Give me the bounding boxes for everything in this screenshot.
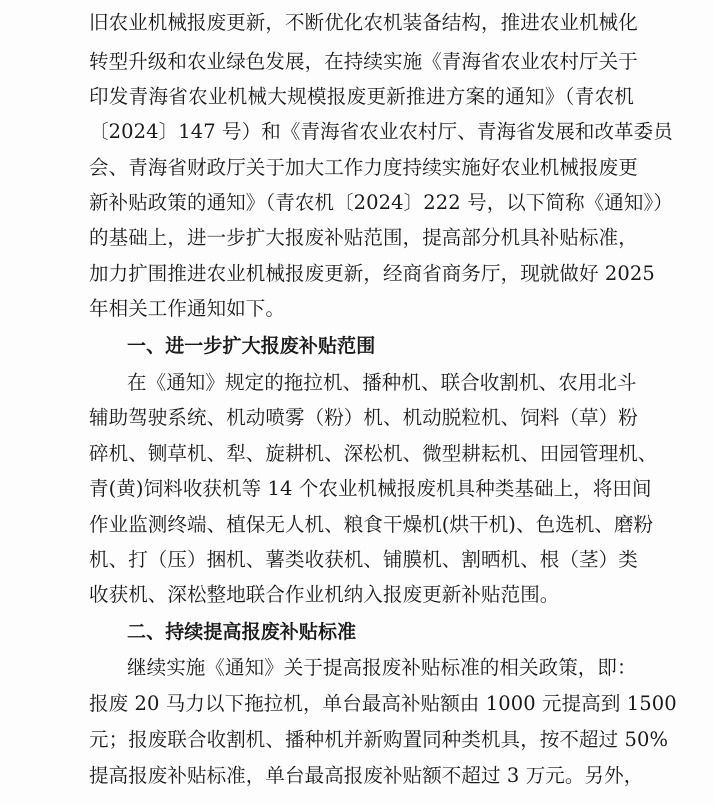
paragraph-line: 〔2024〕147 号）和《青海省农业农村厅、青海省发展和改革委员 bbox=[89, 120, 673, 143]
paragraph-line: 收获机、深松整地联合作业机纳入报废更新补贴范围。 bbox=[89, 583, 560, 606]
paragraph-line: 年相关工作通知如下。 bbox=[89, 297, 286, 320]
paragraph-line: 辅助驾驶系统、机动喷雾（粉）机、机动脱粒机、饲料（草）粉 bbox=[89, 406, 638, 429]
paragraph-line: 碎机、铡草机、犁、旋耕机、深松机、微型耕耘机、田园管理机、 bbox=[89, 442, 658, 465]
paragraph-line: 机、打（压）捆机、薯类收获机、铺膜机、割晒机、根（茎）类 bbox=[89, 548, 638, 571]
paragraph-line: 印发青海省农业机械大规模报废更新推进方案的通知》（青农机 bbox=[89, 85, 634, 108]
paragraph-line: 继续实施《通知》关于提高报废补贴标准的相关政策，即： bbox=[127, 656, 637, 679]
paragraph-line: 在《通知》规定的拖拉机、播种机、联合收割机、农用北斗 bbox=[127, 371, 637, 394]
paragraph-line: 转型升级和农业绿色发展，在持续实施《青海省农业农村厅关于 bbox=[89, 50, 638, 73]
section-heading-1: 一、进一步扩大报废补贴范围 bbox=[127, 335, 376, 357]
paragraph-line: 旧农业机械报废更新，不断优化农机装备结构，推进农业机械化 bbox=[89, 11, 638, 34]
paragraph-line: 的基础上，进一步扩大报废补贴范围，提高部分机具补贴标准， bbox=[89, 226, 638, 249]
paragraph-line: 提高报废补贴标准，单台最高报废补贴额不超过 3 万元。另外， bbox=[89, 764, 644, 787]
paragraph-line: 青(黄)饲料收获机等 14 个农业机械报废机具种类基础上，将田间 bbox=[89, 477, 652, 500]
paragraph-line: 加力扩围推进农业机械报废更新，经商省商务厅，现就做好 2025 bbox=[89, 262, 655, 285]
paragraph-line: 作业监测终端、植保无人机、粮食干燥机(烘干机)、色选机、磨粉 bbox=[89, 513, 654, 536]
section-heading-2: 二、持续提高报废补贴标准 bbox=[127, 621, 357, 643]
paragraph-line: 元；报废联合收割机、播种机并新购置同种类机具，按不超过 50% bbox=[89, 728, 669, 751]
paragraph-line: 新补贴政策的通知》（青农机〔2024〕222 号，以下简称《通知》） bbox=[89, 191, 673, 214]
paragraph-line: 会、青海省财政厅关于加大工作力度持续实施好农业机械报废更 bbox=[89, 156, 638, 179]
paragraph-line: 报废 20 马力以下拖拉机，单台最高补贴额由 1000 元提高到 1500 bbox=[89, 692, 677, 715]
